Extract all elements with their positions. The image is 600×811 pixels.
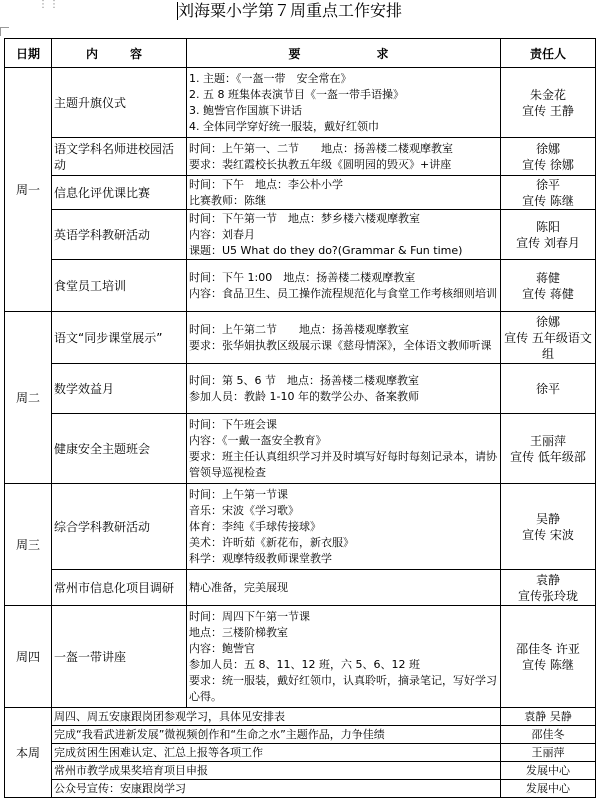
week-responsible: 发展中心: [501, 780, 596, 798]
week-item: 常州市教学成果奖培育项目申报: [52, 762, 501, 780]
content-cell: 英语学科教研活动: [52, 210, 187, 260]
resp-line: 邵佳冬 许亚: [516, 641, 580, 656]
resp-line: 徐平: [535, 381, 560, 396]
req-line: 时间：下午第一节 地点：梦乡楼六楼观摩教室: [189, 211, 420, 225]
req-line: 2. 五 8 班集体表演节目《一盔一带手语操》: [189, 87, 404, 101]
requirements-cell: [187, 606, 501, 708]
table-row: [5, 570, 596, 606]
content-cell: 主题升旗仪式: [52, 68, 187, 138]
table-row: [5, 744, 596, 762]
resp-line: 宣传 五年级语文组: [504, 330, 592, 361]
resp-line: 陈阳: [535, 219, 560, 234]
table-row: [5, 138, 596, 176]
responsible-cell: [501, 364, 596, 414]
req-line: 音乐：宋波《学习歌》: [189, 503, 299, 517]
header-day: 日期: [5, 39, 52, 68]
resp-line: 宣传张玲珑: [517, 588, 578, 603]
requirements-cell: [187, 138, 501, 176]
req-line: 精心准备，完美展现: [189, 580, 288, 594]
req-line: 体育：李纯《手球传接球》: [189, 519, 321, 533]
table-row: [5, 414, 596, 484]
resp-line: 宣传 蒋健: [522, 286, 574, 301]
content-cell: 一盔一带讲座: [52, 606, 187, 708]
day-cell: 周三: [5, 484, 52, 606]
resp-line: 王丽萍: [529, 433, 566, 448]
resp-line: 徐娜: [535, 141, 560, 156]
table-row: [5, 364, 596, 414]
req-line: 内容：食品卫生、员工操作流程规范化与食堂工作考核细则培训: [189, 286, 497, 300]
responsible-cell: [501, 570, 596, 606]
req-line: 参加人员：教龄 1-10 年的数学公办、备案教师: [189, 389, 419, 403]
resp-line: 宣传 王静: [522, 103, 574, 118]
requirements-cell: [187, 68, 501, 138]
week-item: 周四、周五安康跟岗团参观学习，具体见安排表: [52, 708, 501, 726]
week-item: 公众号宣传：安康跟岗学习: [52, 780, 501, 798]
page-corner-mark: [0, 27, 9, 36]
requirements-cell: [187, 364, 501, 414]
table-row: [5, 312, 596, 364]
content-cell: 数学效益月: [52, 364, 187, 414]
responsible-cell: [501, 484, 596, 570]
content-cell: 信息化评优课比赛: [52, 176, 187, 210]
header-row: [5, 39, 596, 68]
req-line: 4. 全体同学穿好统一服装，戴好红领巾: [189, 119, 379, 133]
req-line: 美术：许昕茹《新花布，新衣服》: [189, 535, 354, 549]
requirements-cell: [187, 260, 501, 312]
responsible-cell: [501, 68, 596, 138]
table-row: [5, 762, 596, 780]
resp-line: 宣传 徐娜: [522, 157, 574, 172]
content-cell: 食堂员工培训: [52, 260, 187, 312]
responsible-cell: [501, 312, 596, 364]
table-row: [5, 780, 596, 798]
resp-line: 宣传 低年级部: [510, 449, 586, 464]
content-cell: 语文“同步课堂展示”: [52, 312, 187, 364]
week-responsible: 王丽萍: [501, 744, 596, 762]
week-responsible: 发展中心: [501, 762, 596, 780]
resp-line: 宣传 陈继: [522, 657, 574, 672]
responsible-cell: [501, 260, 596, 312]
day-cell: 周二: [5, 312, 52, 484]
day-cell: 周一: [5, 68, 52, 312]
requirements-cell: [187, 484, 501, 570]
req-line: 时间：上午第一节课: [189, 487, 288, 501]
requirements-cell: [187, 176, 501, 210]
resp-line: 吴静: [535, 511, 560, 526]
header-requirements: 要 求: [187, 39, 501, 68]
table-row: [5, 708, 596, 726]
table-row: [5, 210, 596, 260]
req-line: 时间：上午第二节 地点：扬善楼观摩教室: [189, 322, 409, 336]
req-line: 时间：上午第一、二节 地点：扬善楼二楼观摩教室: [189, 141, 453, 155]
table-row: [5, 606, 596, 708]
req-line: 3. 鲍訾官作国旗下讲话: [189, 103, 302, 117]
resp-line: 宣传 刘春月: [516, 235, 580, 250]
table-row: [5, 68, 596, 138]
resp-line: 宣传 陈继: [522, 193, 574, 208]
req-line: 时间：周四下午第一节课: [189, 609, 310, 623]
req-line: 要求：裴红霞校长执教五年级《圆明园的毁灭》+讲座: [189, 157, 452, 171]
responsible-cell: [501, 606, 596, 708]
req-line: 时间：第 5、6 节 地点：扬善楼二楼观摩教室: [189, 373, 419, 387]
resp-line: 徐娜: [535, 314, 560, 329]
day-cell: 周四: [5, 606, 52, 708]
week-responsible: 邵佳冬: [501, 726, 596, 744]
table-row: [5, 484, 596, 570]
requirements-cell: [187, 570, 501, 606]
table-row: [5, 176, 596, 210]
req-line: 时间：下午 1:00 地点：扬善楼二楼观摩教室: [189, 270, 416, 284]
resp-line: 蒋健: [535, 270, 560, 285]
req-line: 内容：刘春月: [189, 227, 255, 241]
content-cell: 常州市信息化项目调研: [52, 570, 187, 606]
content-cell: 健康安全主题班会: [52, 414, 187, 484]
req-line: 时间：下午 地点：李公朴小学: [189, 177, 343, 191]
responsible-cell: [501, 138, 596, 176]
req-line: 要求：班主任认真组织学习并及时填写好每时每刻记录本，请协管领导巡视检查: [189, 449, 497, 479]
req-line: 内容：鲍訾官: [189, 641, 255, 655]
responsible-cell: [501, 210, 596, 260]
week-item: 完成“我看武进新发展”微视频创作和“生命之水”主题作品，力争佳绩: [52, 726, 501, 744]
resp-line: 袁静: [535, 572, 560, 587]
table-row: [5, 726, 596, 744]
document-title: 刘海粟小学第７周重点工作安排: [178, 1, 403, 20]
req-line: 要求：统一服装，戴好红领巾，认真聆听，摘录笔记，写好学习心得。: [189, 673, 497, 703]
table-move-handle[interactable]: ⋮⋮: [38, 0, 60, 10]
requirements-cell: [187, 210, 501, 260]
req-line: 比赛教师：陈继: [189, 193, 266, 207]
resp-line: 朱金花: [529, 87, 566, 102]
header-responsible: 责任人: [501, 39, 596, 68]
requirements-cell: [187, 414, 501, 484]
req-line: 时间：下午班会课: [189, 417, 277, 431]
content-cell: 综合学科教研活动: [52, 484, 187, 570]
content-cell: 语文学科名师进校园活动: [52, 138, 187, 176]
schedule-table: [4, 38, 596, 798]
table-row: [5, 260, 596, 312]
week-item: 完成贫困生困难认定、汇总上报等各项工作: [52, 744, 501, 762]
req-line: 科学：观摩特级教师课堂教学: [189, 551, 332, 565]
header-content: 内 容: [52, 39, 187, 68]
req-line: 内容：《一戴一盔安全教育》: [189, 433, 327, 447]
req-line: 1. 主题：《一盔一带 安全常在》: [189, 71, 352, 85]
requirements-cell: [187, 312, 501, 364]
resp-line: 徐平: [535, 177, 560, 192]
req-line: 地点：三楼阶梯教室: [189, 625, 288, 639]
req-line: 参加人员：五 8、11、12 班，六 5、6、12 班: [189, 657, 420, 671]
req-line: 课题：U5 What do they do?(Grammar & Fun time): [189, 243, 463, 257]
day-cell: 本周: [5, 708, 52, 798]
req-line: 要求：张华娟执教区级展示课《慈母情深》，全体语文教师听课: [189, 338, 492, 352]
resp-line: 宣传 宋波: [522, 527, 574, 542]
responsible-cell: [501, 414, 596, 484]
responsible-cell: [501, 176, 596, 210]
week-responsible: 袁静 吴静: [501, 708, 596, 726]
